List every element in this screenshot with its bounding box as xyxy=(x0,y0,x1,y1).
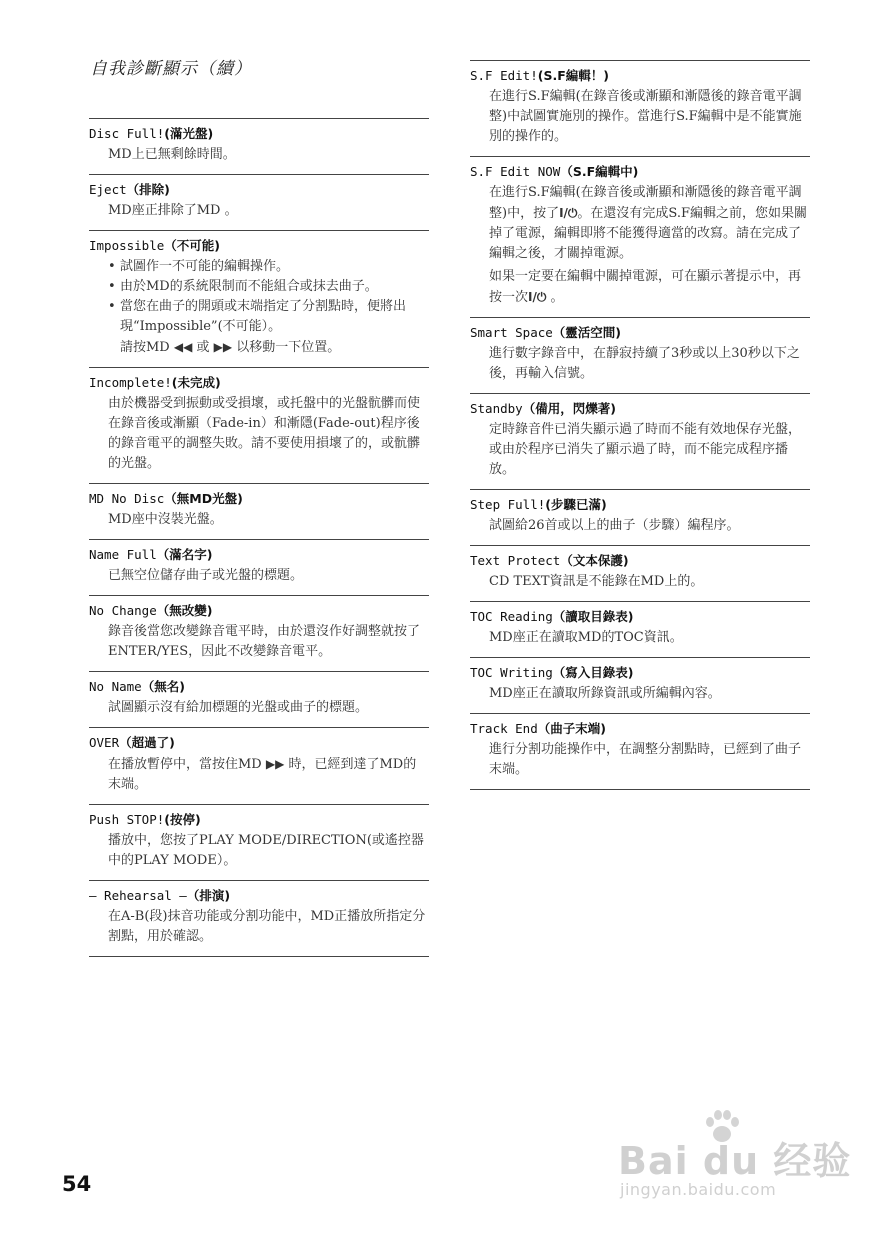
bullet-item: • 當您在曲子的開頭或末端指定了分割點時，便將出現“Impossible”(不可能）。 xyxy=(108,297,429,337)
bullet-item: • 由於MD的系統限制而不能組合或抹去曲子。 xyxy=(108,277,429,297)
bullet-item: • 試圖作一不可能的編輯操作。 xyxy=(108,257,429,277)
entry-description: CD TEXT資訊是不能錄在MD上的。 xyxy=(489,574,704,589)
entry-description: 由於機器受到振動或受損壞，或托盤中的光盤骯髒而使在錄音後或漸顯（Fade-in）和漸隱(Fade-out)程序後的錄音電平的調整失敗。請不要使用損壞了的，或骯髒的光盤。 xyxy=(108,396,421,471)
entry-text-protect xyxy=(470,546,810,602)
entry-term: S.F Edit NOW（S.F編輯中) xyxy=(470,164,639,179)
entry-term: Disc Full!(滿光盤) xyxy=(89,126,214,141)
entry-term: Standby（備用，閃爍著) xyxy=(470,401,616,416)
entry-term: No Change（無改變) xyxy=(89,603,213,618)
entry-term: OVER（超過了) xyxy=(89,735,175,750)
baidu-watermark xyxy=(618,1110,852,1210)
entry-description: MD座正在讀取MD的TOC資訊。 xyxy=(489,630,683,645)
entry-description: 已無空位儲存曲子或光盤的標題。 xyxy=(108,568,304,583)
left-column xyxy=(89,118,429,957)
entry-description: 播放中，您按了PLAY MODE/DIRECTION(或遙控器中的PLAY MODE）。 xyxy=(108,833,424,868)
entry-description: 在進行S.F編輯(在錄音後或漸顯和漸隱後的錄音電平調整)中試圖實施別的操作。當進行S.F編輯中是不能實施別的操作的。 xyxy=(489,89,802,144)
entry-description: MD座中沒裝光盤。 xyxy=(108,512,223,527)
entry-term: Incomplete!(未完成) xyxy=(89,375,221,390)
entry-term: — Rehearsal —（排演) xyxy=(89,888,231,903)
entry-toc-reading xyxy=(470,602,810,658)
entry-track-end xyxy=(470,714,810,790)
entry-term: S.F Edit!(S.F編輯！) xyxy=(470,68,609,83)
next-track-icon: ▶▶ xyxy=(213,340,233,354)
entry-description: 試圖顯示沒有給加標題的光盤或曲子的標題。 xyxy=(108,700,369,715)
entry-description: 在播放暫停中，當按住MD ▶▶ 時，已經到達了MD的末端。 xyxy=(108,757,417,792)
bullet-list xyxy=(108,257,429,337)
entry-no-name xyxy=(89,672,429,728)
entry-no-change xyxy=(89,596,429,672)
entry-description: 定時錄音件已消失顯示過了時而不能有效地保存光盤，或由於程序已消失了顯示過了時，而不能完成程序播放。 xyxy=(489,422,802,477)
entry-term: TOC Reading（讀取目錄表) xyxy=(470,609,634,624)
entry-description: 進行分割功能操作中，在調整分割點時，已經到了曲子末端。 xyxy=(489,742,802,777)
entry-push-stop xyxy=(89,805,429,881)
entry-term: MD No Disc（無MD光盤) xyxy=(89,491,243,506)
watermark-logo-text: Bai du 经验 xyxy=(618,1139,852,1183)
entry-description: MD座正在讀取所錄資訊或所編輯內容。 xyxy=(489,686,721,701)
entry-incomplete xyxy=(89,368,429,484)
entry-name-full xyxy=(89,540,429,596)
entry-md-no-disc xyxy=(89,484,429,540)
entry-step-full xyxy=(470,490,810,546)
entry-description: MD上已無剩餘時間。 xyxy=(108,147,236,162)
watermark-url: jingyan.baidu.com xyxy=(620,1180,777,1199)
entry-toc-writing xyxy=(470,658,810,714)
entry-description: 在進行S.F編輯(在錄音後或漸顯和漸隱後的錄音電平調整)中，按了I/⏻。在還沒有完成S.F編輯之前，您如果關掉了電源，編輯即將不能獲得適當的改寫。請在完成了編輯之後，才關掉電源。 如果一定要在編輯中關掉電源，可在顯示著提示中，再按一次I/⏻ 。 xyxy=(489,185,808,305)
power-icon: I/⏻ xyxy=(559,206,578,220)
entry-term: No Name（無名) xyxy=(89,679,185,694)
entry-standby xyxy=(470,394,810,490)
entry-description: 錄音後當您改變錄音電平時，由於還沒作好調整就按了ENTER/YES，因此不改變錄音電平。 xyxy=(108,624,421,659)
prev-track-icon: ◀◀ xyxy=(173,340,193,354)
entry-term: Name Full（滿名字) xyxy=(89,547,213,562)
entry-sf-edit xyxy=(470,61,810,157)
entry-description: 進行數字錄音中，在靜寂持續了3秒或以上30秒以下之後，再輸入信號。 xyxy=(489,346,800,381)
entry-term: Text Protect（文本保護) xyxy=(470,553,629,568)
entry-description: 試圖給26首或以上的曲子（步驟）編程序。 xyxy=(489,518,740,533)
power-icon: I/⏻ xyxy=(528,290,547,304)
entry-rehearsal xyxy=(89,881,429,957)
section-title: 自我診斷顯示（續） xyxy=(90,59,252,79)
entry-term: Eject（排除) xyxy=(89,182,170,197)
entry-smart-space xyxy=(470,318,810,394)
entry-term: Track End（曲子末端) xyxy=(470,721,606,736)
entry-term: Step Full!(步驟已滿) xyxy=(470,497,607,512)
entry-impossible xyxy=(89,231,429,368)
entry-over xyxy=(89,728,429,805)
entry-term: Smart Space（靈活空間) xyxy=(470,325,622,340)
entry-term: Impossible（不可能) xyxy=(89,238,220,253)
entry-eject xyxy=(89,175,429,231)
entry-description: MD座正排除了MD 。 xyxy=(108,203,238,218)
entry-description: 在A-B(段)抹音功能或分割功能中，MD正播放所指定分割點，用於確認。 xyxy=(108,909,426,944)
entry-term: TOC Writing（寫入目錄表) xyxy=(470,665,634,680)
impossible-hint: 請按MD ◀◀ 或 ▶▶ 以移動一下位置。 xyxy=(120,340,341,355)
fast-forward-icon: ▶▶ xyxy=(265,757,285,771)
entry-term: Push STOP!(按停) xyxy=(89,812,201,827)
entry-sf-edit-now xyxy=(470,157,810,318)
right-column xyxy=(470,60,810,790)
page-number: 54 xyxy=(62,1172,92,1196)
entry-description xyxy=(89,257,429,358)
entry-disc-full xyxy=(89,119,429,175)
